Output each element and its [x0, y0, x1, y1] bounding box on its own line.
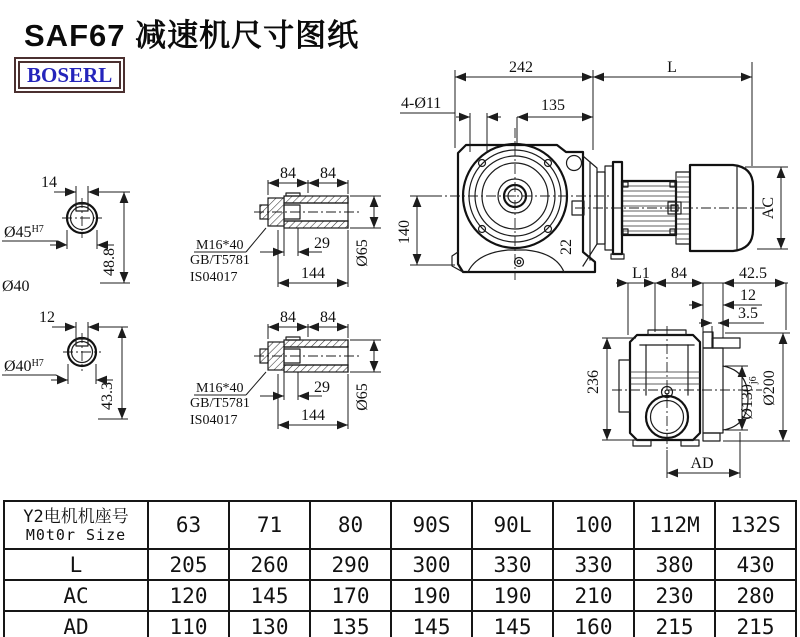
dim-29: 29 [314, 379, 330, 396]
dim-29: 29 [314, 235, 330, 252]
table-row-AD [4, 611, 796, 637]
dim-65: Ø65 [354, 239, 371, 267]
dim-3-5: 3.5 [738, 305, 758, 322]
bore-tolerance: H7 [31, 358, 44, 369]
std-iso: IS04017 [190, 270, 238, 285]
cell: 280 [715, 580, 796, 611]
dim-84-left: 84 [280, 309, 296, 326]
bore-value: Ø45 [4, 224, 32, 241]
shaft-end-view-bottom [2, 309, 128, 419]
cell: 205 [148, 549, 229, 580]
dim-42-5: 42.5 [739, 265, 767, 282]
front-view-dimensions [396, 59, 788, 265]
cell: 170 [310, 580, 391, 611]
dim-L: L [667, 59, 677, 76]
cell: 430 [715, 549, 796, 580]
header-motor-size [4, 501, 148, 549]
cell: 110 [148, 611, 229, 637]
cell: 190 [472, 580, 553, 611]
row-label: AC [4, 580, 148, 611]
cell: 380 [634, 549, 715, 580]
dim-135: 135 [541, 97, 565, 114]
boserl-logo: BOSERL [14, 57, 125, 93]
dim-236: 236 [585, 370, 602, 394]
hollow-shaft-top [190, 165, 381, 287]
header-cn: Y2电机机座号 [23, 506, 129, 527]
dim-84-right: 84 [320, 309, 336, 326]
row-label: L [4, 549, 148, 580]
cell: 300 [391, 549, 472, 580]
col-80: 80 [310, 501, 391, 549]
row-label: AD [4, 611, 148, 637]
cell: 120 [148, 580, 229, 611]
table-row-AC [4, 580, 796, 611]
std-gb: GB/T5781 [190, 396, 250, 411]
dim-22: 22 [558, 239, 575, 255]
cell: 145 [472, 611, 553, 637]
col-63: 63 [148, 501, 229, 549]
std-gb: GB/T5781 [190, 253, 250, 268]
label-bolt-holes: 4-Ø11 [401, 95, 442, 112]
label-bore-top [4, 224, 44, 241]
cell: 145 [229, 580, 310, 611]
col-112m: 112M [634, 501, 715, 549]
hollow-shaft-bottom [190, 309, 381, 429]
dim-84: 84 [671, 265, 687, 282]
cell: 330 [472, 549, 553, 580]
bolt-spec: M16*40 [196, 238, 244, 253]
dim-144: 144 [301, 265, 325, 282]
dim-242: 242 [509, 59, 533, 76]
dim-keyway-height-bottom: 43.3 [99, 382, 116, 410]
cell: 230 [634, 580, 715, 611]
col-132s: 132S [715, 501, 796, 549]
label-bore-bottom [4, 358, 44, 375]
cell: 135 [310, 611, 391, 637]
col-71: 71 [229, 501, 310, 549]
cell: 130 [229, 611, 310, 637]
front-view [432, 128, 610, 280]
dim-12: 12 [740, 287, 756, 304]
cell: 145 [391, 611, 472, 637]
dim-AD: AD [690, 455, 714, 472]
bore-tolerance: H7 [31, 224, 44, 235]
cell: 160 [553, 611, 634, 637]
dim-L1: L1 [632, 265, 650, 282]
dim-keyway-height-top: 48.8 [101, 248, 118, 276]
dim-keyway-width-top: 14 [41, 174, 57, 191]
table-row-L [4, 549, 796, 580]
table-header-row [4, 501, 796, 549]
dim-144: 144 [301, 407, 325, 424]
motor-side-view [575, 162, 768, 259]
bore-value: Ø40 [4, 358, 32, 375]
page-title: SAF67 减速机尺寸图纸 [24, 18, 360, 53]
dim-130-value: Ø130 [739, 384, 756, 420]
header-en: M0t0r Size [25, 525, 127, 544]
dim-200: Ø200 [761, 370, 778, 406]
shaft-end-view-top [2, 174, 130, 283]
col-90s: 90S [391, 501, 472, 549]
side-view [585, 265, 790, 478]
dim-84-right: 84 [320, 165, 336, 182]
cell: 290 [310, 549, 391, 580]
label-shaft-dia: Ø40 [2, 278, 30, 295]
dim-AC: AC [760, 196, 777, 220]
motor-size-table [3, 500, 797, 637]
cell: 210 [553, 580, 634, 611]
bolt-spec: M16*40 [196, 381, 244, 396]
dim-140: 140 [396, 220, 413, 244]
dim-84-left: 84 [280, 165, 296, 182]
cell: 215 [715, 611, 796, 637]
std-iso: IS04017 [190, 413, 238, 428]
cell: 215 [634, 611, 715, 637]
col-90l: 90L [472, 501, 553, 549]
cell: 260 [229, 549, 310, 580]
dim-65: Ø65 [354, 383, 371, 411]
cell: 330 [553, 549, 634, 580]
cell: 190 [391, 580, 472, 611]
dim-keyway-width-bottom: 12 [39, 309, 55, 326]
dim-130-tolerance: j6 [748, 376, 759, 385]
col-100: 100 [553, 501, 634, 549]
